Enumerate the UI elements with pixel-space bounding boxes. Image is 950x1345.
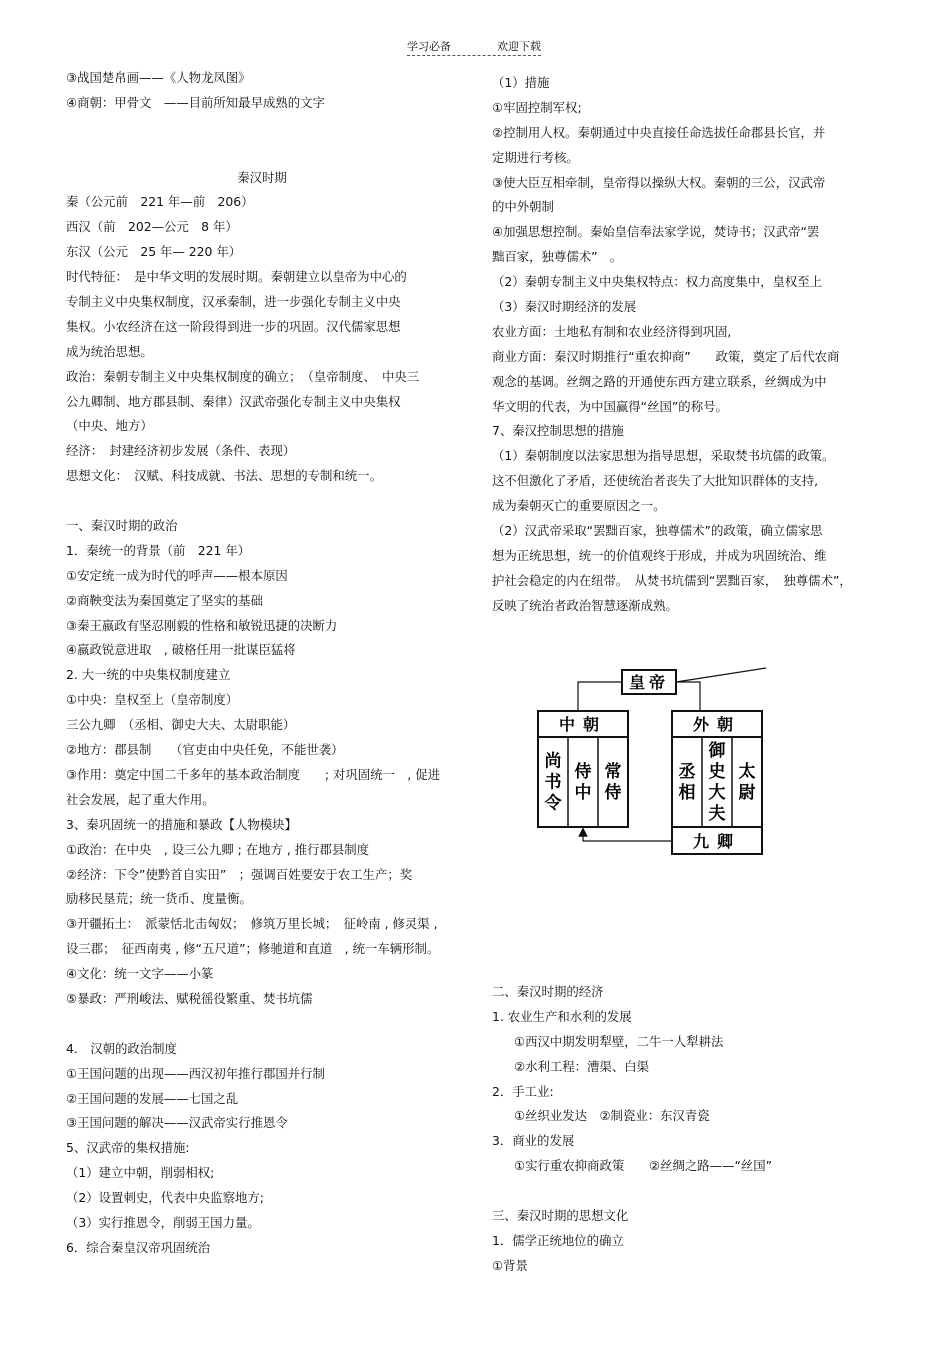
header-divider bbox=[407, 55, 541, 56]
inner-member-char: 侍 bbox=[574, 762, 592, 782]
text-line: ③作用：奠定中国二千多年的基本政治制度 ; 对巩固统一 , 促进 bbox=[66, 766, 441, 782]
text-line: 3．商业的发展 bbox=[492, 1133, 575, 1149]
text-line: 商业方面：秦汉时期推行“重农抑商” 政策，奠定了后代农商 bbox=[492, 348, 840, 364]
connector bbox=[676, 682, 700, 711]
inner-member-char: 尚 bbox=[544, 751, 562, 772]
outer-member-char: 大 bbox=[708, 783, 726, 803]
text-line: 社会发展，起了重大作用。 bbox=[66, 791, 215, 807]
text-line: 时代特征： 是中华文明的发展时期。秦朝建立以皇帝为中心的 bbox=[66, 269, 407, 285]
spacer bbox=[492, 1179, 892, 1204]
inner-member-char: 书 bbox=[544, 772, 562, 793]
inner-member-char: 令 bbox=[544, 793, 562, 814]
inner-member-char: 中 bbox=[574, 783, 592, 803]
text-line: （1）秦朝制度以法家思想为指导思想，采取焚书坑儒的政策。 bbox=[492, 448, 835, 464]
text-line: 励移民垦荒；统一货币、度量衡。 bbox=[66, 891, 252, 907]
text-line: 思想文化： 汉赋、科技成就、书法、思想的专制和统一。 bbox=[66, 468, 382, 484]
spacer bbox=[66, 141, 458, 166]
connector bbox=[676, 668, 766, 682]
text-line: 1. 农业生产和水利的发展 bbox=[492, 1008, 632, 1024]
text-line: ③战国楚帛画——《人物龙凤图》 bbox=[66, 70, 251, 85]
text-line: 3、秦巩固统一的措施和暴政【人物模块】 bbox=[66, 816, 297, 832]
text-line: 华文明的代表，为中国赢得“丝国”的称号。 bbox=[492, 398, 728, 414]
text-line: 三、秦汉时期的思想文化 bbox=[492, 1208, 629, 1224]
text-line: 黜百家，独尊儒术” 。 bbox=[492, 249, 623, 265]
right-column bbox=[492, 71, 892, 619]
text-line: （2）汉武帝采取“罢黜百家，独尊儒术”的政策，确立儒家思 bbox=[492, 523, 823, 539]
text-line: 设三郡； 征西南夷 , 修“五尺道”；修驰道和直道 , 统一车辆形制。 bbox=[66, 941, 440, 957]
text-line: ①中央：皇权至上（皇帝制度） bbox=[66, 692, 239, 708]
text-line: 政治：秦朝专制主义中央集权制度的确立； （皇帝制度、 中央三 bbox=[66, 368, 420, 384]
text-line: ①背景 bbox=[492, 1257, 528, 1273]
text-line: 专制主义中央集权制度，汉承秦制，进一步强化专制主义中央 bbox=[66, 294, 401, 310]
text-line: 护社会稳定的内在纽带。 从焚书坑儒到“罢黜百家， 独尊儒术”， bbox=[492, 572, 852, 588]
header-right: 欢迎下载 bbox=[497, 40, 541, 53]
text-line: 二、秦汉时期的经济 bbox=[492, 984, 604, 999]
text-line: 经济： 封建经济初步发展（条件、表现） bbox=[66, 443, 296, 459]
outer-member-char: 太 bbox=[738, 762, 756, 782]
text-line: ①王国问题的出现——西汉初年推行郡国并行制 bbox=[66, 1065, 325, 1081]
text-line: 秦（公元前 221 年—前 206） bbox=[66, 194, 254, 210]
text-line: 定期进行考核。 bbox=[492, 149, 579, 165]
text-line: 西汉（前 202—公元 8 年） bbox=[66, 219, 238, 235]
text-line: 秦汉时期 bbox=[237, 169, 287, 185]
text-line: 成为统治思想。 bbox=[66, 343, 153, 359]
spacer bbox=[66, 489, 458, 514]
text-line: 三公九卿 （丞相、御史大夫、太尉职能） bbox=[66, 717, 296, 733]
header-left: 学习必备 bbox=[407, 40, 451, 53]
text-line: ③王国问题的解决——汉武帝实行推恩令 bbox=[66, 1115, 288, 1131]
text-line: 4. 汉朝的政治制度 bbox=[66, 1040, 177, 1056]
text-line: 一、秦汉时期的政治 bbox=[66, 518, 178, 534]
text-line: ②商鞅变法为秦国奠定了坚实的基础 bbox=[66, 592, 263, 608]
inner-member-char: 侍 bbox=[604, 783, 622, 803]
text-line: 2. 大一统的中央集权制度建立 bbox=[66, 667, 231, 683]
text-line: ①牢固控制军权; bbox=[492, 99, 582, 115]
text-line: ①西汉中期发明犁壁，二牛一人犁耕法 bbox=[514, 1033, 724, 1049]
outer-member-char: 史 bbox=[708, 762, 726, 782]
text-line: 的中外朝制 bbox=[492, 199, 554, 215]
spacer bbox=[66, 116, 458, 141]
nine-ministers-label: 九卿 bbox=[692, 832, 742, 851]
text-line: ②王国问题的发展——七国之乱 bbox=[66, 1090, 239, 1106]
outer-member-char: 丞 bbox=[678, 762, 696, 782]
text-line: ③使大臣互相牵制，皇帝得以操纵大权。秦朝的三公，汉武帝 bbox=[492, 174, 826, 190]
text-line: ④嬴政锐意进取 , 破格任用一批谋臣猛将 bbox=[66, 642, 296, 658]
text-line: 1．秦统一的背景（前 221 年） bbox=[66, 542, 251, 558]
spacer bbox=[66, 1012, 458, 1037]
text-line: ②地方：郡县制 （官吏由中央任免，不能世袭） bbox=[66, 742, 344, 758]
text-line: （2）设置刺史，代表中央监察地方; bbox=[66, 1190, 264, 1206]
text-line: ④文化：统一文字——小篆 bbox=[66, 966, 214, 982]
text-line: ②水利工程：漕渠、白渠 bbox=[514, 1058, 650, 1074]
text-line: ①丝织业发达 ②制瓷业：东汉青瓷 bbox=[514, 1108, 710, 1124]
left-column bbox=[66, 66, 458, 1261]
text-line: 公九卿制、地方郡县制、秦律）汉武帝强化专制主义中央集权 bbox=[66, 393, 401, 409]
text-line: （1）建立中朝，削弱相权; bbox=[66, 1165, 215, 1181]
outer-member-char: 相 bbox=[678, 783, 696, 803]
text-line: 2．手工业: bbox=[492, 1083, 554, 1099]
text-line: 6．综合秦皇汉帝巩固统治 bbox=[66, 1239, 211, 1255]
text-line: 这不但激化了矛盾，还使统治者丧失了大批知识群体的支持, bbox=[492, 473, 819, 489]
outer-member-char: 夫 bbox=[708, 804, 726, 824]
text-line: 东汉（公元 25 年— 220 年） bbox=[66, 244, 242, 260]
text-line: 想为正统思想，统一的价值观终于形成，并成为巩固统治、维 bbox=[492, 547, 827, 563]
text-line: 5、汉武帝的集权措施: bbox=[66, 1140, 190, 1156]
text-line: （3）秦汉时期经济的发展 bbox=[492, 299, 637, 315]
arrow-connector bbox=[583, 832, 672, 841]
outer-court-label: 外朝 bbox=[692, 715, 742, 734]
text-line: ④商朝：甲骨文 ——目前所知最早成熟的文字 bbox=[66, 94, 325, 110]
text-line: （1）措施 bbox=[492, 75, 550, 90]
inner-member-char: 常 bbox=[604, 762, 622, 782]
emperor-label: 皇帝 bbox=[628, 673, 670, 692]
inner-court-label: 中朝 bbox=[558, 715, 608, 734]
text-line: ④加强思想控制。秦始皇信奉法家学说，焚诗书；汉武帝“罢 bbox=[492, 224, 820, 240]
text-line: ③秦王嬴政有坚忍刚毅的性格和敏锐迅捷的决断力 bbox=[66, 617, 338, 633]
text-line: ①安定统一成为时代的呼声——根本原因 bbox=[66, 567, 288, 583]
text-line: 7、秦汉控制思想的措施 bbox=[492, 423, 624, 439]
text-line: ①政治：在中央 , 设三公九卿 ; 在地方 , 推行郡县制度 bbox=[66, 841, 370, 857]
text-line: 集权。小农经济在这一阶段得到进一步的巩固。汉代儒家思想 bbox=[66, 318, 401, 334]
central-government-diagram bbox=[530, 660, 770, 860]
text-line: ②经济：下令”使黔首自实田” ；强调百姓要安于农工生产；奖 bbox=[66, 866, 413, 882]
text-line: 1．儒学正统地位的确立 bbox=[492, 1232, 624, 1248]
right-column-lower bbox=[492, 980, 892, 1279]
text-line: 观念的基调。丝绸之路的开通使东西方建立联系，丝绸成为中 bbox=[492, 373, 827, 389]
text-line: 成为秦朝灭亡的重要原因之一。 bbox=[492, 498, 666, 514]
text-line: （中央、地方） bbox=[66, 418, 153, 434]
text-line: ⑤暴政：严刑峻法、赋税徭役繁重、焚书坑儒 bbox=[66, 990, 313, 1006]
outer-member-char: 御 bbox=[708, 741, 726, 761]
text-line: 反映了统治者政治智慧逐渐成熟。 bbox=[492, 597, 678, 613]
outer-member-char: 尉 bbox=[738, 783, 756, 803]
text-line: （3）实行推恩令，削弱王国力量。 bbox=[66, 1214, 260, 1230]
text-line: 农业方面：土地私有制和农业经济得到巩固, bbox=[492, 323, 732, 339]
text-line: ①实行重农抑商政策 ②丝绸之路——“丝国” bbox=[514, 1158, 773, 1174]
text-line: （2）秦朝专制主义中央集权特点：权力高度集中，皇权至上 bbox=[492, 274, 823, 290]
text-line: ②控制用人权。秦朝通过中央直接任命选拔任命郡县长官，并 bbox=[492, 124, 826, 140]
text-line: ③开疆拓土： 派蒙恬北击匈奴； 修筑万里长城； 征岭南 , 修灵渠 , bbox=[66, 916, 438, 932]
connector bbox=[578, 682, 622, 711]
